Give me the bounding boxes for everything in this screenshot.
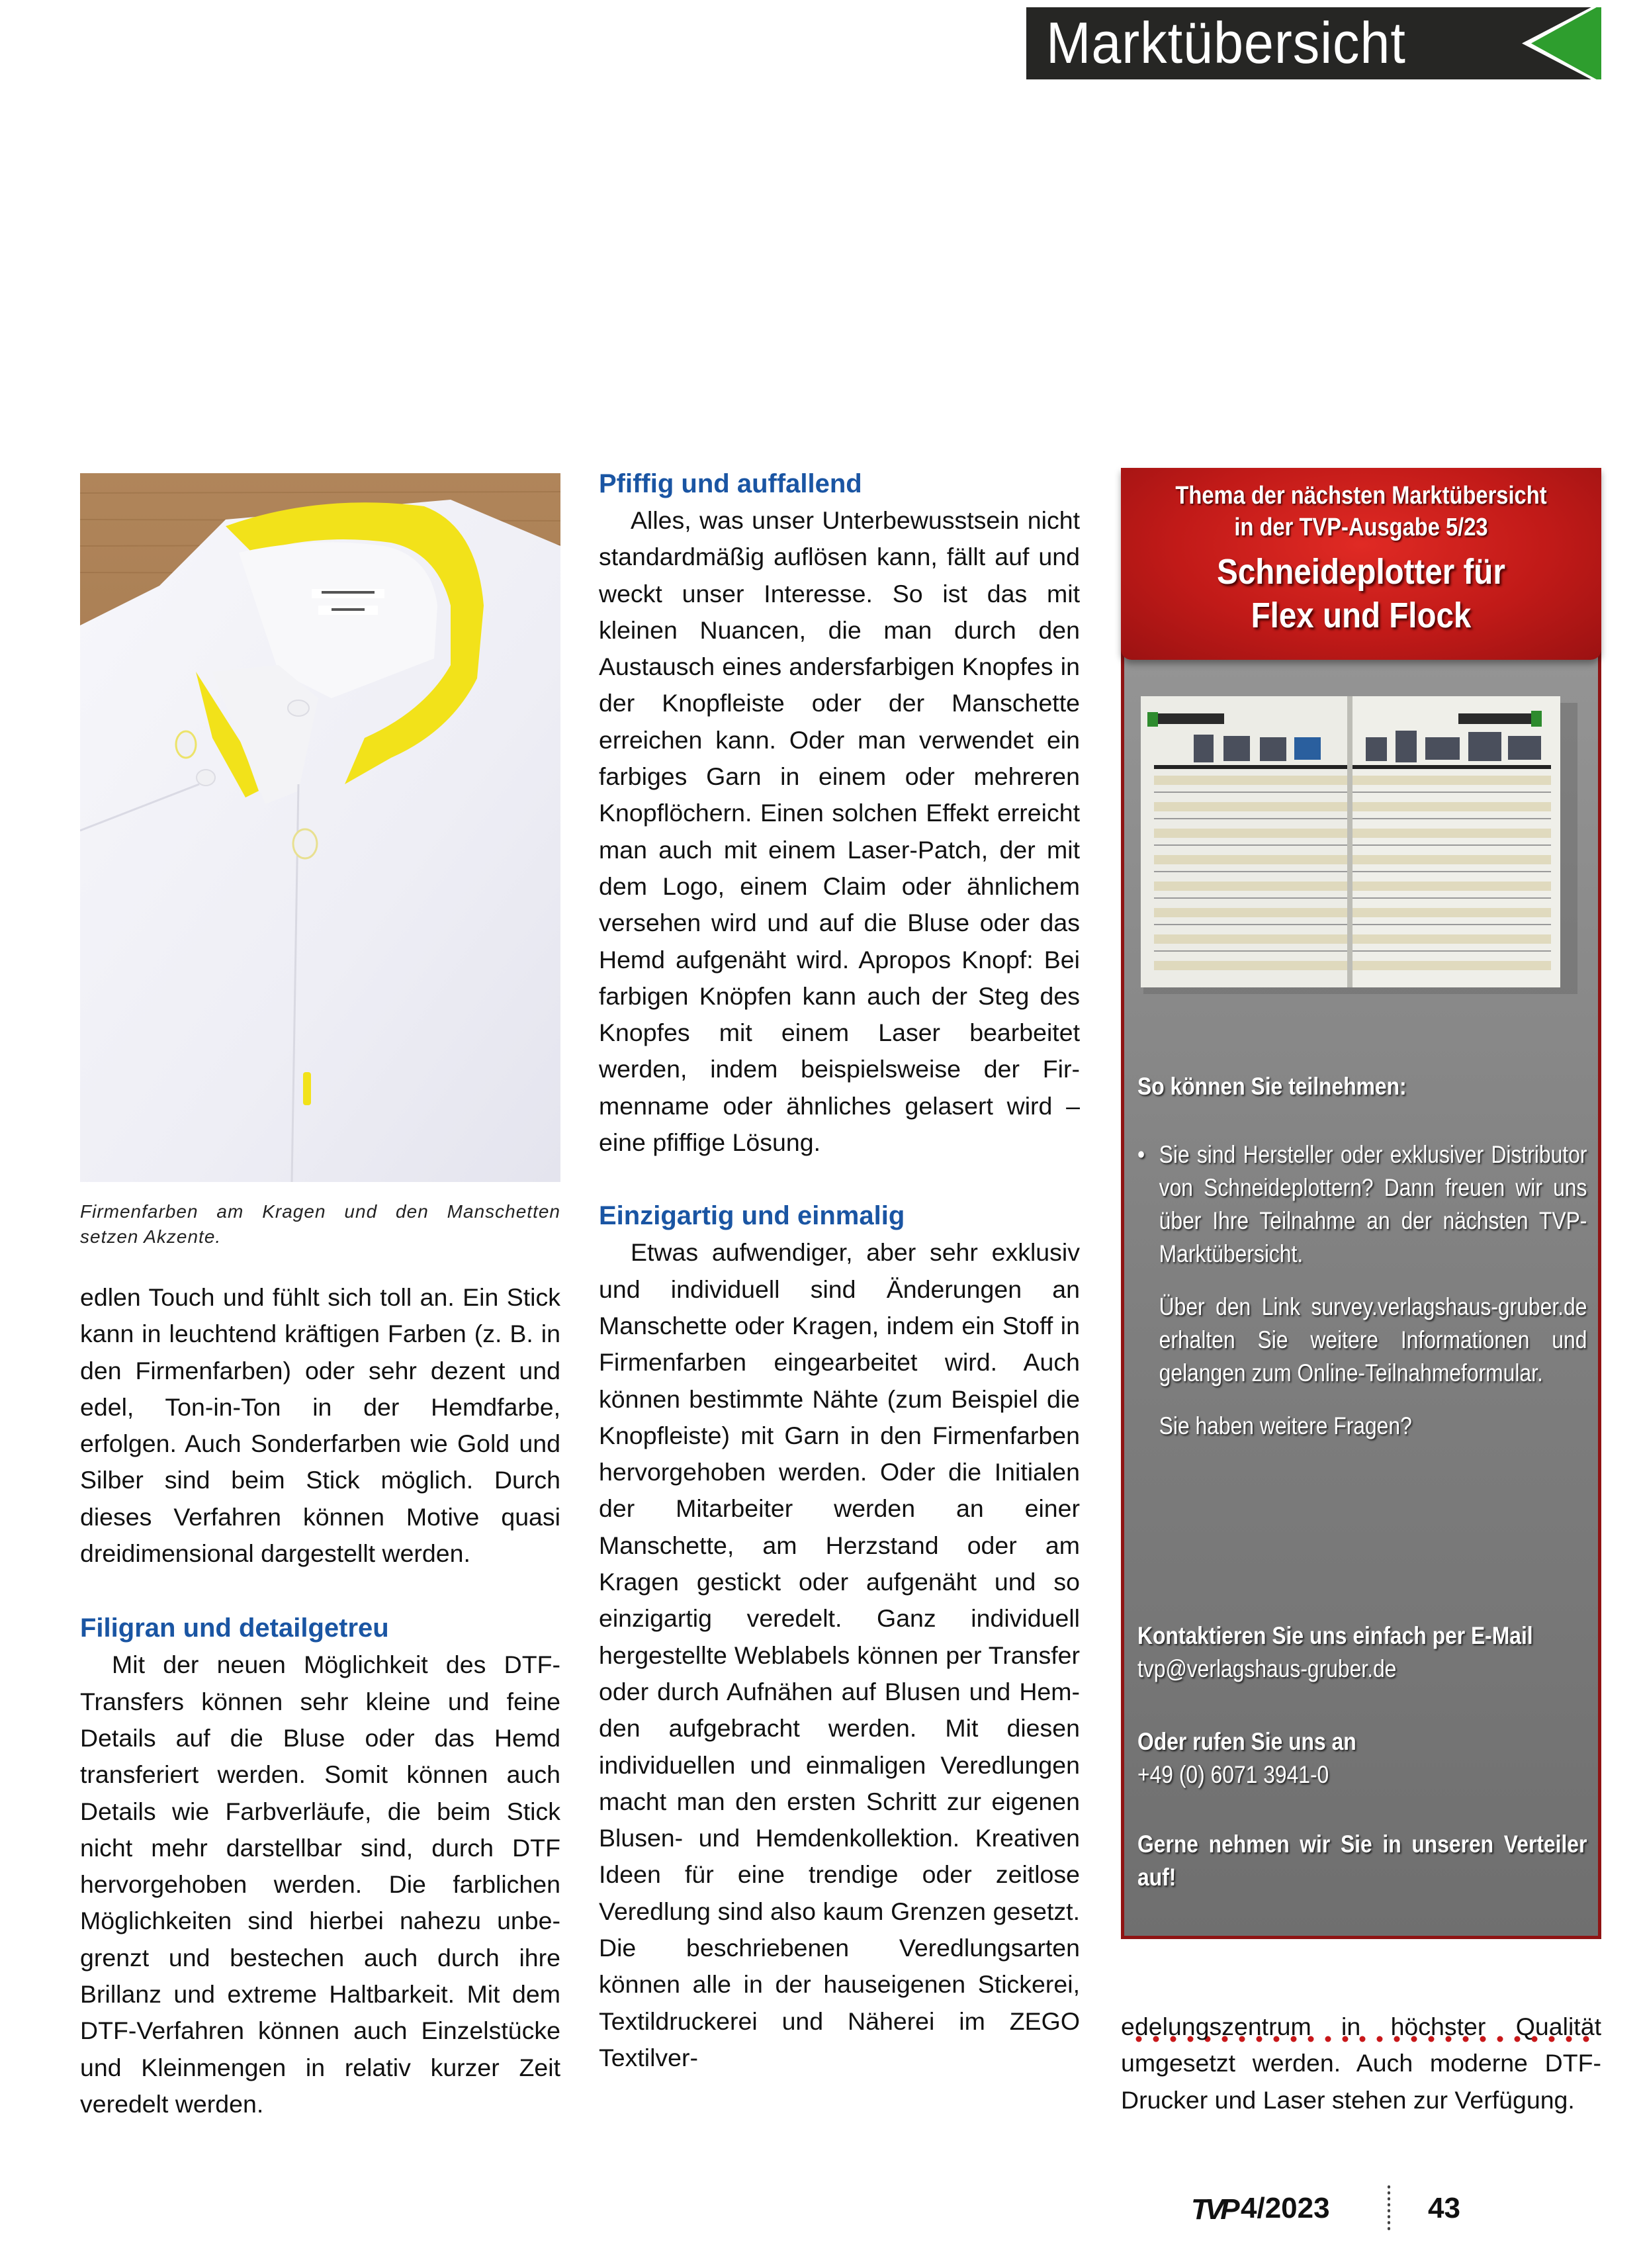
participate-heading <box>1137 1070 1587 1103</box>
sidebox-kicker <box>1155 468 1568 543</box>
email-link[interactable]: tvp@verlagshaus-gruber.de <box>1137 1655 1397 1682</box>
photo-caption: Firmenfarben am Kragen und den Manschetten setzen Akzente. <box>80 1201 560 1247</box>
section-header <box>1026 7 1601 79</box>
paragraph: Alles, was unser Unterbewusstsein nicht standardmäßig auflösen kann, fällt auf und weckt unser Interesse. So ist das mit kleinen Nuancen, die man durch den Austausch eines andersfarbigen Knopfes in der Knopfleiste oder der Manschette erreichen kann. Oder man verwendet ein farbiges Garn in einem oder mehreren Knopflöchern. Einen solchen Effekt erreicht man auch mit einem Laser-Patch, der mit dem Logo, einem Claim oder ähnlichem versehen wird und auf die Bluse oder das Hemd aufgenäht wird. Apropos Knopf: Bei farbigen Knöpfen kann auch der Steg des Knopfes mit einem Laser bearbeitet werden, indem beispielsweise der Firmenname oder ähnliches gelasert wird – eine pfiffige Lösung. <box>599 506 1080 1157</box>
section-heading-pfiffig: Pfiffig und auffallend <box>599 469 862 498</box>
shirt-image <box>80 473 560 1182</box>
page-number: 43 <box>1428 2192 1460 2224</box>
dotted-separator <box>1388 2184 1390 2232</box>
paragraph: Etwas aufwendiger, aber sehr exklusiv und individuell sind Änderungen an Manschette oder Kragen, indem ein Stoff in Firmenfarben eingearbeitet wird. Auch können bestimmte Nähte (zum Beispiel die Knopfleiste) mit Garn in den Firmenfarben hervorgehoben werden. Oder die Initialen der Mitarbeiter werden an einer Manschette, am Herzstand oder am Kragen gestickt oder aufgenäht und so einzigartig veredelt. Ganz individuell hergestellte Weblabels können per Transfer oder durch Aufnähen auf Blusen und Hemden aufgebracht werden. Mit diesen individuellen und einmaligen Veredlungen macht man den ersten Schritt zur eigenen Blusen- und Hemdenkollektion. Kreativen Ideen für eine trendige oder zeitlose Veredlung sind also kaum Grenzen gesetzt. Die beschriebenen Veredlungsarten können alle in der hauseigenen Stickerei, Textildruckerei und Näherei im ZEGO Textilver- <box>599 1238 1080 2071</box>
next-market-overview-box <box>1121 468 1601 1939</box>
phone-number[interactable]: +49 (0) 6071 3941-0 <box>1137 1761 1329 1788</box>
email-prompt: Kontaktieren Sie uns einfach per E-Mail <box>1137 1622 1533 1649</box>
topic-line-1: Schneideplotter für <box>1217 552 1505 592</box>
topic-line-2: Flex und Flock <box>1251 596 1472 635</box>
shirt-photo <box>80 473 560 1182</box>
bullet-wrap <box>1137 1138 1587 1443</box>
participate-bullet <box>1137 1138 1587 1443</box>
sidebox-topic <box>1150 550 1573 637</box>
section-heading-einzigartig: Einzigartig und einmalig <box>599 1201 905 1231</box>
contact-email-wrap <box>1137 1619 1587 1686</box>
magazine-spread-image <box>1141 696 1580 1001</box>
bullet-icon: • <box>1137 1141 1145 1168</box>
closing-text: Gerne nehmen wir Sie in unseren Verteiler auf! <box>1137 1831 1587 1891</box>
phone-prompt: Oder rufen Sie uns an <box>1137 1728 1356 1755</box>
article-column-1 <box>80 1279 560 2122</box>
triangle-arrow-icon <box>1522 7 1601 79</box>
paragraph: Mit der neuen Möglichkeit des DTF-Transfers können sehr kleine und feine Details auf die Bluse oder das Hemd transferiert werden. Somit können auch Details wie Farbverläufe, die beim Stick nicht mehr darstellbar sind, durch DTF hervorgehoben werden. Die farblichen Möglichkeiten sind hierbei nahezu unbegrenzt und bestechen auch durch ihre Brillanz und extreme Haltbarkeit. Mit dem DTF-Verfahren können auch Einzelstücke und Kleinmengen in relativ kurzer Zeit veredelt werden. <box>80 1651 560 2118</box>
issue-number: 4/2023 <box>1241 2192 1330 2224</box>
section-heading-filigran: Filigran und detailgetreu <box>80 1613 389 1643</box>
questions-text: Sie haben weitere Fragen? <box>1159 1412 1412 1439</box>
article-column-3 <box>1121 2009 1601 2118</box>
contact-phone-block <box>1137 1725 1587 1792</box>
contact-phone-wrap <box>1137 1725 1587 1792</box>
closing-text-block <box>1137 1828 1587 1894</box>
paragraph: edlen Touch und fühlt sich toll an. Ein Stick kann in leuchtend kräftigen Farben (z. B. in den Firmenfarben) oder sehr dezent und edel, Ton-in-Ton in der Hemdfarbe, erfolgen. Auch Sonderfarben wie Gold und Silber sind beim Stick möglich. Durch dieses Verfahren können Motive quasi dreidimensional dargestellt werden. <box>80 1283 560 1568</box>
bullet-text: Sie sind Hersteller oder exklusiver Distributor von Schneideplottern? Dann freuen wir uns über Ihre Teilnahme an der nächsten TVP-Marktübersicht. <box>1159 1141 1587 1267</box>
article-column-2 <box>599 466 1080 2076</box>
survey-link-text[interactable]: Über den Link survey.verlagshaus-gruber.de erhalten Sie weitere Informationen und gelangen zum Online-Teilnahmeformular. <box>1159 1293 1587 1386</box>
kicker-line-1: Thema der nächsten Marktübersicht <box>1175 482 1547 510</box>
section-title: Marktübersicht <box>1046 10 1406 75</box>
contact-email-block <box>1137 1619 1587 1686</box>
sidebox-banner <box>1121 468 1601 660</box>
participate-heading-text: So können Sie teilnehmen: <box>1137 1073 1407 1100</box>
tvp-logo: TVP <box>1191 2193 1236 2226</box>
paragraph: edelungszentrum in höchster Qualität umgesetzt werden. Auch moderne DTF-Drucker und Laser stehen zur Verfügung. <box>1121 2013 1601 2114</box>
kicker-line-2: in der TVP-Ausgabe 5/23 <box>1234 514 1488 541</box>
